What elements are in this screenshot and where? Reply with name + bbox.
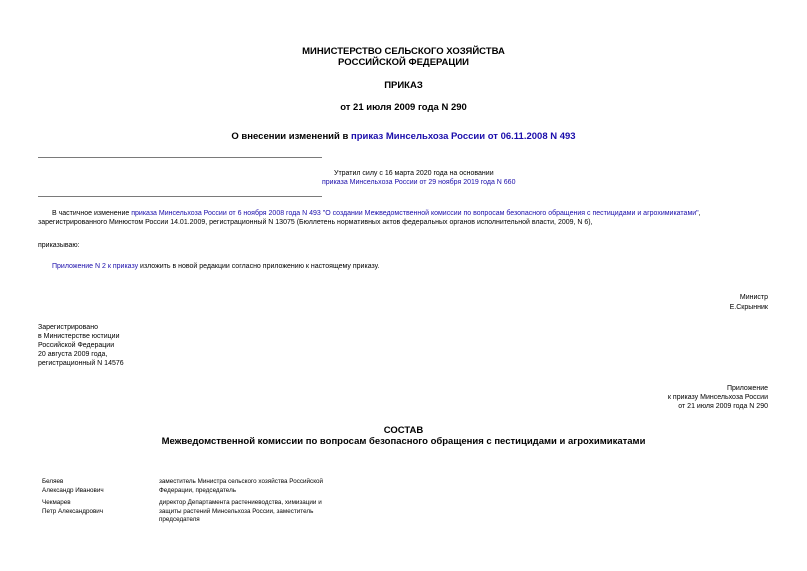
divider-bottom <box>38 196 322 197</box>
member-role: заместитель Министра сельского хозяйства Российской Федерации, председатель <box>159 478 324 494</box>
member-surname: Беляев <box>42 478 64 485</box>
member-given-name: Петр Александрович <box>42 507 104 515</box>
paragraph-2-suffix: изложить в новой редакции согласно приложению к настоящему приказу. <box>138 263 380 270</box>
repeal-note-line1: Утратил силу с 16 марта 2020 года на основании <box>334 170 494 177</box>
signature-name: Е.Скрынник <box>729 304 768 311</box>
signature-position: Министр <box>739 294 768 301</box>
registration-line5: регистрационный N 14576 <box>38 360 124 367</box>
appendix-line1: Приложение <box>726 385 768 392</box>
member-role: директор Департамента растениеводства, химизации и защиты растений Минсельхоза России, заместитель председателя <box>159 499 322 523</box>
repeal-note-link[interactable]: приказа Минсельхоза России от 29 ноября 2019 года N 660 <box>322 179 516 186</box>
appendix-block <box>560 384 768 411</box>
member-surname: Чекмарев <box>42 499 71 506</box>
paragraph-2-link[interactable]: Приложение N 2 к приказу <box>52 263 139 270</box>
appendix-line3: от 21 июля 2009 года N 290 <box>678 403 768 410</box>
paragraph-1-suffix: , <box>698 210 701 217</box>
member-name <box>42 478 142 495</box>
repeal-note <box>322 169 802 187</box>
registration-line4: 20 августа 2009 года, <box>38 351 108 358</box>
document-type: ПРИКАЗ <box>384 80 423 91</box>
ministry-name-line1: МИНИСТЕРСТВО СЕЛЬСКОГО ХОЗЯЙСТВА <box>302 46 505 57</box>
registration-line3: Российской Федерации <box>38 342 115 349</box>
member-given-name: Александр Иванович <box>42 486 104 494</box>
paragraph-1 <box>38 209 770 227</box>
registration-block <box>38 323 124 368</box>
order-word: приказываю: <box>38 242 80 249</box>
member-name <box>42 499 142 516</box>
registration-line1: Зарегистрировано <box>38 324 98 331</box>
document-subject <box>0 131 807 142</box>
ministry-name-line2: РОССИЙСКОЙ ФЕДЕРАЦИИ <box>337 57 469 68</box>
paragraph-1-prefix: В частичное изменение <box>52 210 132 217</box>
registration-line2: в Министерстве юстиции <box>38 333 120 340</box>
paragraph-1-link[interactable]: приказа Минсельхоза России от 6 ноября 2008 года N 493 "О создании Межведомственной комиссии по вопросам безопасного обращения с пестицидами и агрохимикатами" <box>131 210 699 217</box>
subject-link[interactable]: приказ Минсельхоза России от 06.11.2008 N 493 <box>350 131 576 142</box>
composition-subtitle: Межведомственной комиссии по вопросам безопасного обращения с пестицидами и агрохимикатами <box>161 436 646 447</box>
subject-prefix: О внесении изменений в <box>231 131 351 142</box>
document-date-number: от 21 июля 2009 года N 290 <box>340 102 467 113</box>
paragraph-1-line2: зарегистрированного Минюстом России 14.01.2009, регистрационный N 13075 (Бюллетень нормативных актов федеральных органов исполнительной власти, 2009, N 6), <box>38 219 593 226</box>
composition-title: СОСТАВ <box>383 425 424 436</box>
divider-top <box>38 157 322 158</box>
paragraph-2 <box>52 262 379 271</box>
appendix-line2: к приказу Минсельхоза России <box>667 394 768 401</box>
